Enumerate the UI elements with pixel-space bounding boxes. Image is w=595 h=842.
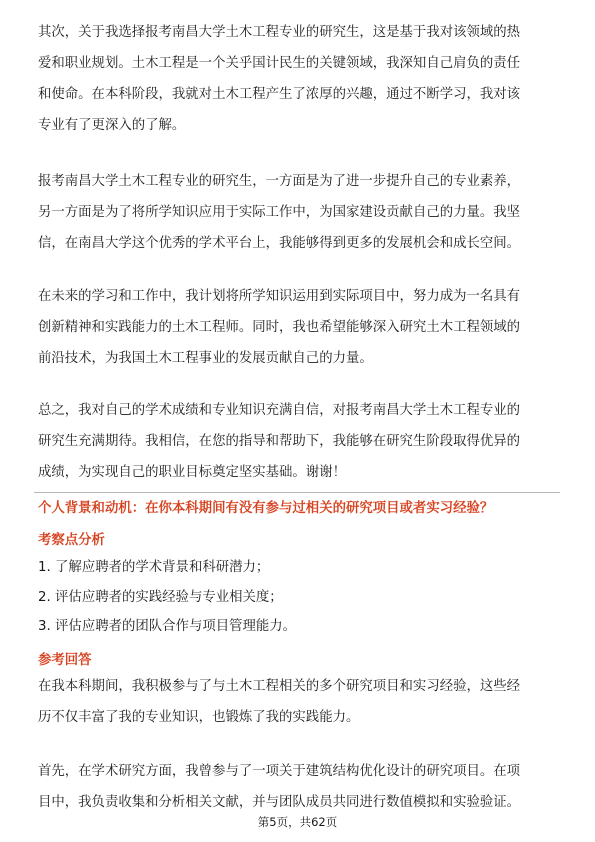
text-line: 成绩，为实现自己的职业目标奠定坚实基础。谢谢！ [38,465,346,480]
text-line: 创新精神和实践能力的土木工程师。同时，我也希望能够深入研究土木工程领域的 [38,320,521,335]
page-number: 第5页，共62页 [257,815,338,829]
text-line: 研究生充满期待。我相信，在您的指导和帮助下，我能够在研究生阶段取得优异的 [38,434,521,449]
analysis-heading: 考察点分析 [38,533,105,548]
list-item: 3. 评估应聘者的团队合作与项目管理能力。 [38,619,297,634]
text-line: 另一方面是为了将所学知识应用于实际工作中，为国家建设贡献自己的力量。我坚 [38,205,521,220]
paragraph-conclusion [38,395,560,488]
text-line: 总之，我对自己的学术成绩和专业知识充满自信，对报考南昌大学土木工程专业的 [38,403,521,418]
analysis-list [38,553,560,642]
text-line: 目中，我负责收集和分析相关文献，并与团队成员共同进行数值模拟和实验验证。 [38,795,521,810]
list-item: 1. 了解应聘者的学术背景和科研潜力； [38,560,270,575]
text-line: 在未来的学习和工作中，我计划将所学知识运用到实际项目中，努力成为一名具有 [38,289,521,304]
text-line: 信，在南昌大学这个优秀的学术平台上，我能够得到更多的发展机会和成长空间。 [38,236,521,251]
text-line: 历不仅丰富了我的专业知识，也锻炼了我的实践能力。 [38,710,360,725]
text-line: 专业有了更深入的了解。 [38,118,186,133]
list-item: 2. 评估应聘者的实践经验与专业相关度； [38,589,283,605]
paragraph-future-plan [38,281,560,374]
section-divider [34,492,560,493]
text-line: 首先，在学术研究方面，我曾参与了一项关于建筑结构优化设计的研究项目。在项 [38,764,521,779]
paragraph-purpose [38,166,560,259]
text-line: 报考南昌大学土木工程专业的研究生，一方面是为了进一步提升自己的专业素养， [38,174,521,189]
paragraph-reference-research [38,756,560,818]
paragraph-reference-intro [38,671,560,733]
paragraph-motivation-choice [38,17,560,141]
text-line: 在我本科期间，我积极参与了与土木工程相关的多个研究项目和实习经验，这些经 [38,679,521,694]
text-line: 前沿技术，为我国土木工程事业的发展贡献自己的力量。 [38,351,373,366]
text-line: 爱和职业规划。土木工程是一个关乎国计民生的关键领域，我深知自己肩负的责任 [38,56,521,71]
text-line: 其次，关于我选择报考南昌大学土木工程专业的研究生，这是基于我对该领域的热 [38,25,521,40]
reference-heading: 参考回答 [38,653,92,668]
text-line: 和使命。在本科阶段，我就对土木工程产生了浓厚的兴趣，通过不断学习，我对该 [38,87,521,102]
question-heading: 个人背景和动机：在你本科期间有没有参与过相关的研究项目或者实习经验？ [38,501,494,516]
